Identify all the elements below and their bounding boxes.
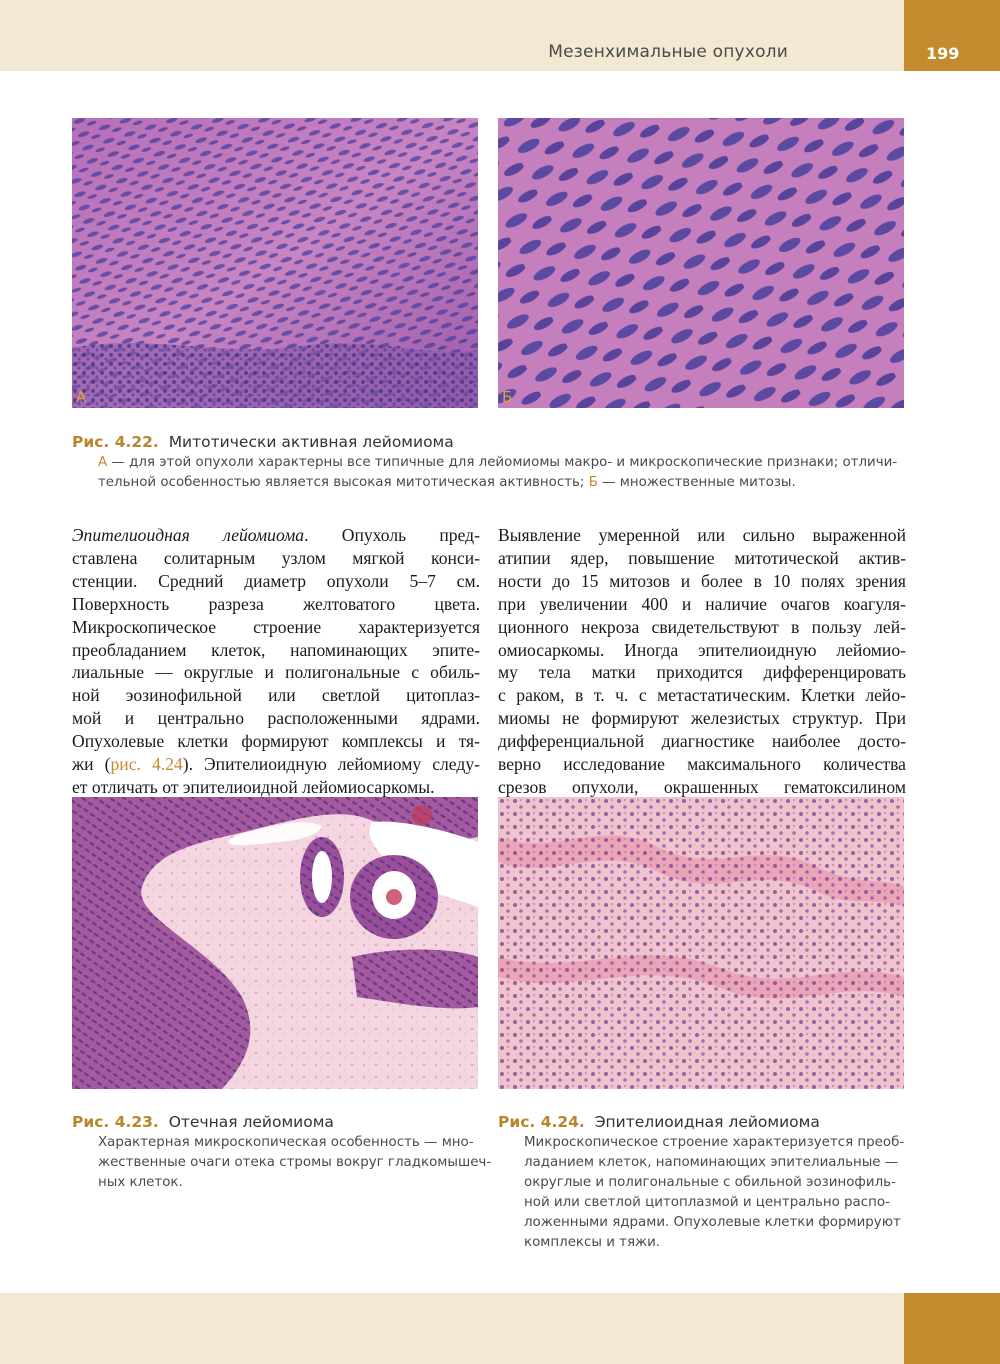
running-header-title: Мезенхимальные опухоли [548,42,788,62]
body-text-line: Поверхность разреза желтоватого цвета. [72,593,480,614]
footer-tab [904,1293,1000,1364]
footer-band [0,1293,904,1364]
body-text-line: омиосаркомы. Иногда эпителиоидную лейомио- [498,639,906,660]
figure-4-24-title: Эпителиоидная лейомиома [594,1113,820,1131]
body-text-line: ставлена солитарным узлом мягкой конси- [72,547,480,568]
figure-4-24-caption-body [524,1133,924,1253]
page-number-tab [904,0,1000,71]
figure-4-22-caption-body [98,453,908,493]
body-text-line: стенции. Средний диаметр опухоли 5–7 см. [72,570,480,591]
body-text-line: лиальные — округлые и полигональные с обиль- [72,662,480,683]
running-header [0,0,904,71]
page-number: 199 [926,44,960,63]
caption-line: жественные очаги отека стромы вокруг гладкомышеч- [98,1155,492,1170]
caption-line: Микроскопическое строение характеризуется преоб- [524,1135,905,1150]
caption-line: тельной особенностью является высокая митотическая активность; Б — множественные митозы. [98,475,796,490]
figure-4-22-title: Митотически активная лейомиома [168,433,454,451]
body-text-line: Опухолевые клетки формируют комплексы и тя- [72,731,480,752]
body-text-line: при увеличении 400 и наличие очагов коагуля- [498,593,906,614]
caption-line: А — для этой опухоли характерны все типичные для лейомиомы макро- и микроскопические признаки; отличи- [98,455,898,470]
caption-line: округлые и полигональные с обильной эозинофиль- [524,1175,896,1190]
caption-line: ной или светлой цитоплазмой и центрально распо- [524,1195,890,1210]
figure-4-22b-image [498,118,904,408]
figure-reference-link[interactable]: рис. 4.24 [110,754,183,775]
body-text-line: атипии ядер, повышение митотической актив- [498,547,906,568]
body-text-line: верно исследование максимального количества [498,754,906,775]
body-text-line: Эпителиоидная лейомиома. Опухоль пред- [72,525,480,545]
figure-4-24-caption-title [498,1113,820,1131]
figure-4-22-caption-title [72,433,454,451]
body-text-line: жи (рис. 4.24). Эпителиоидную лейомиому следу- [72,754,480,775]
figure-4-23-title: Отечная лейомиома [168,1113,334,1131]
body-text-left-column [72,524,480,799]
body-text-line: миомы не формируют железистых структур. При [498,708,906,729]
panel-label-b: Б [502,388,513,406]
figure-4-22-label: Рис. 4.22. [72,433,159,451]
body-text-line: Выявление умеренной или сильно выраженной [498,525,906,545]
caption-line: Характерная микроскопическая особенность — мно- [98,1135,474,1150]
figure-4-23-caption-body [98,1133,498,1193]
body-text-line: ности до 15 митозов и более в 10 полях зрения [498,570,906,591]
body-text-line: дифференциальной диагностике наиболее досто- [498,731,906,752]
figure-4-24-label: Рис. 4.24. [498,1113,585,1131]
figure-4-24-image [498,797,904,1089]
body-text-line: срезов опухоли, окрашенных гематоксилином [498,776,906,797]
caption-line: комплексы и тяжи. [524,1235,661,1250]
body-text-right-column [498,524,906,799]
figure-4-22a-image [72,118,478,408]
figure-4-23-label: Рис. 4.23. [72,1113,159,1131]
panel-label-a: А [76,388,87,406]
body-text-line: ционного некроза свидетельствуют в пользу лей- [498,616,906,637]
figure-4-23-caption-title [72,1113,334,1131]
figure-4-23-image [72,797,478,1089]
caption-line: ных клеток. [98,1175,183,1190]
caption-line: ладанием клеток, напоминающих эпителиальные — [524,1155,899,1170]
body-text-line: с раком, в т. ч. с метастатическим. Клетки лейо- [498,685,906,706]
body-text-line: ет отличать от эпителиоидной лейомиосаркомы. [72,776,435,797]
caption-line: ложенными ядрами. Опухолевые клетки формируют [524,1215,901,1230]
body-text-line: преобладанием клеток, напоминающих эпите- [72,639,480,660]
body-text-line: ной эозинофильной или светлой цитоплаз- [72,685,480,706]
body-text-line: мой и центрально расположенными ядрами. [72,708,480,729]
body-text-line: му тела матки приходится дифференцировать [498,662,906,683]
body-text-line: Микроскопическое строение характеризуется [72,616,480,637]
